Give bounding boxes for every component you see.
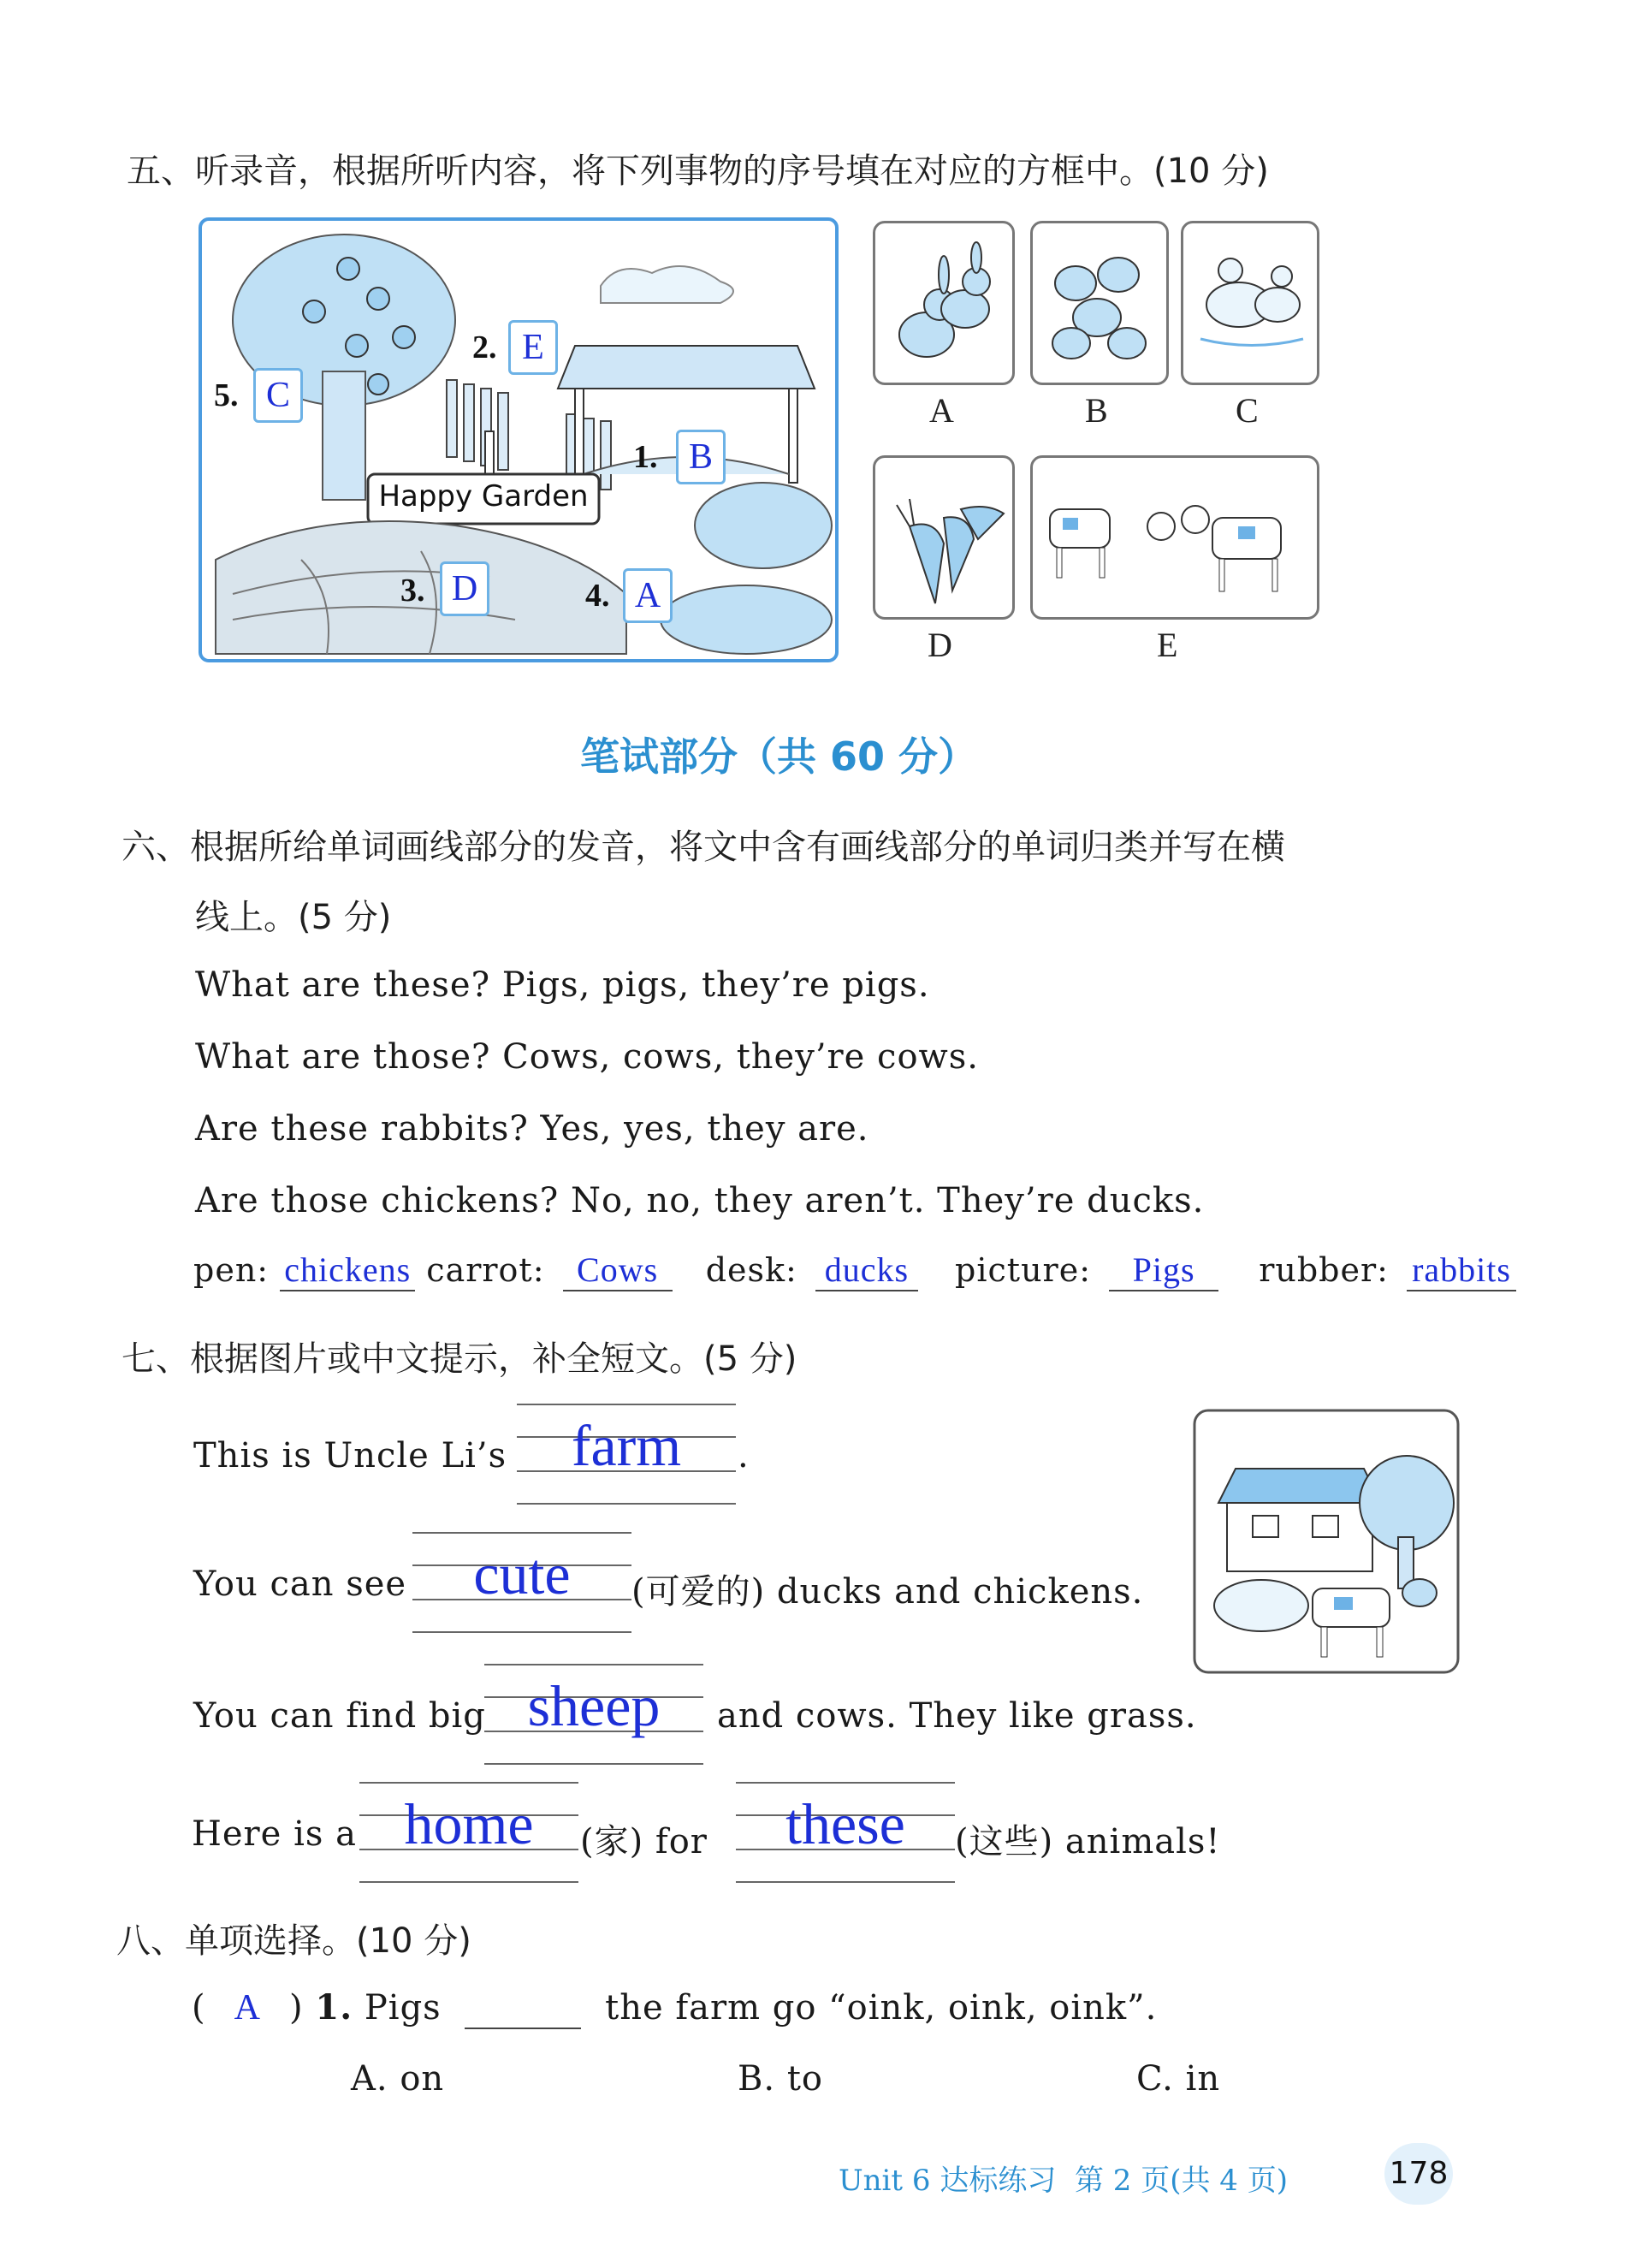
written-section-title: 笔试部分（共 60 分）	[580, 733, 978, 780]
category-answer[interactable]: ducks	[815, 1250, 918, 1291]
scene-number: 3.	[400, 573, 425, 609]
section7-heading: 七、根据图片或中文提示，补全短文。(5 分)	[122, 1339, 797, 1379]
question-1-answer[interactable]: A	[234, 1988, 261, 2028]
picture-label: D	[928, 626, 952, 664]
passage-text: and cows. They like grass.	[717, 1696, 1197, 1736]
picture-card-chickens	[1030, 221, 1169, 385]
picture-card-carrots	[873, 455, 1015, 620]
category-answer[interactable]: Cows	[563, 1250, 673, 1291]
picture-label: C	[1236, 391, 1259, 430]
scene-number: 2.	[472, 330, 497, 365]
poem-line: Are those chickens? No, no, they aren’t. They’re ducks.	[195, 1181, 1205, 1220]
picture-label: B	[1085, 391, 1108, 430]
passage-answer-sheep[interactable]: sheep	[527, 1673, 661, 1738]
section6-heading-cont: 线上。(5 分)	[195, 898, 392, 937]
scene-answer-box[interactable]: C	[253, 368, 303, 423]
category-word: picture:	[955, 1251, 1091, 1289]
option-b[interactable]: B. to	[738, 2059, 823, 2099]
category-row	[193, 1250, 1516, 1291]
passage-answer-these[interactable]: these	[785, 1791, 905, 1856]
page-number-badge	[1384, 2143, 1453, 2205]
passage-answer-cute[interactable]: cute	[473, 1541, 571, 1606]
scene-answer-box[interactable]: E	[508, 320, 558, 375]
passage-text: This is Uncle Li’s	[193, 1436, 507, 1475]
picture-label: A	[929, 391, 954, 430]
page-number: 178	[1389, 2156, 1449, 2191]
poem-line: What are those? Cows, cows, they’re cows.	[195, 1037, 979, 1077]
picture-label: E	[1157, 626, 1178, 664]
question-text: Pigs	[364, 1988, 442, 2028]
section6-heading: 六、根据所给单词画线部分的发音，将文中含有画线部分的单词归类并写在横	[122, 828, 1285, 867]
category-word: rubber:	[1259, 1251, 1389, 1289]
poem-line: Are these rabbits? Yes, yes, they are.	[195, 1109, 869, 1149]
category-answer[interactable]: rabbits	[1407, 1250, 1516, 1291]
picture-card-sheep	[1181, 221, 1319, 385]
option-c[interactable]: C. in	[1136, 2059, 1221, 2099]
footer-text: Unit 6 达标练习 第 2 页(共 4 页)	[839, 2164, 1288, 2198]
passage-text: You can see	[193, 1564, 407, 1604]
section5-heading: 五、听录音，根据所听内容，将下列事物的序号填在对应的方框中。(10 分)	[127, 151, 1269, 191]
rabbit-icon	[875, 223, 1012, 383]
scene-answer-box[interactable]: D	[440, 561, 489, 616]
passage-answer-farm[interactable]: farm	[571, 1413, 682, 1478]
passage-text: Here is a	[192, 1814, 357, 1854]
garden-sign-text: Happy Garden	[378, 479, 589, 514]
scene-number: 4.	[585, 578, 610, 614]
question-1	[192, 1987, 1157, 2029]
farm-illustration	[1193, 1409, 1460, 1674]
picture-card-cows	[1030, 455, 1319, 620]
poem-line: What are these? Pigs, pigs, they’re pigs.	[195, 965, 930, 1005]
picture-card-rabbits	[873, 221, 1015, 385]
category-word: carrot:	[426, 1251, 545, 1289]
passage-text: .	[738, 1436, 750, 1475]
passage-text: You can find big	[193, 1696, 486, 1736]
option-a[interactable]: A. on	[351, 2059, 445, 2099]
answer-paren-close: )	[289, 1988, 304, 2028]
question-text: the farm go “oink, oink, oink”.	[605, 1988, 1158, 2028]
question-blank[interactable]	[465, 1988, 581, 2029]
category-answer[interactable]: chickens	[280, 1250, 415, 1291]
carrot-icon	[875, 458, 1012, 617]
cow-icon	[1033, 458, 1317, 617]
scene-answer-box[interactable]: B	[676, 430, 726, 484]
scene-answer-box[interactable]: A	[623, 568, 673, 623]
chicken-icon	[1033, 223, 1166, 383]
answer-paren-open: (	[192, 1988, 206, 2028]
category-answer[interactable]: Pigs	[1109, 1250, 1218, 1291]
passage-text: (可爱的) ducks and chickens.	[631, 1572, 1144, 1612]
category-word: pen:	[193, 1251, 270, 1289]
scene-number: 5.	[214, 377, 239, 413]
scene-number: 1.	[633, 439, 658, 475]
farm-picture	[1193, 1409, 1460, 1674]
garden-illustration	[199, 217, 839, 662]
passage-line-1	[193, 1436, 507, 1475]
passage-text: (家) for	[580, 1822, 708, 1861]
passage-answer-home[interactable]: home	[404, 1791, 534, 1856]
passage-text: (这些) animals!	[955, 1822, 1221, 1861]
question-number: 1.	[315, 1987, 353, 2028]
category-word: desk:	[705, 1251, 797, 1289]
sheep-icon	[1183, 223, 1317, 383]
section8-heading: 八、单项选择。(10 分)	[116, 1921, 471, 1961]
garden-scene	[199, 217, 839, 662]
